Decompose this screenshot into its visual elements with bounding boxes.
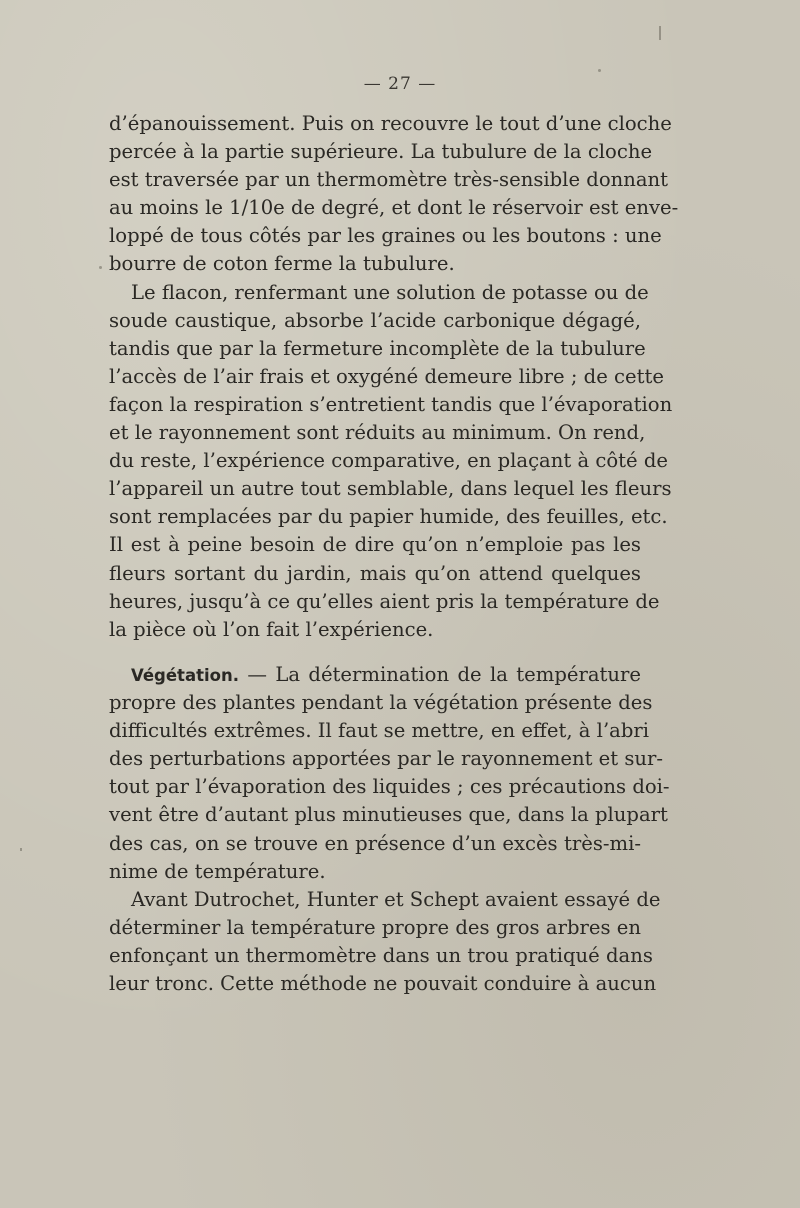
paper-speck [659, 26, 661, 40]
text-line: enfonçant un thermomètre dans un trou pratiqué dans [109, 943, 653, 967]
text-line: percée à la partie supérieure. La tubulure de la cloche [109, 140, 653, 164]
text-line: tout par l’évaporation des liquides ; ces précautions doi- [109, 775, 670, 799]
text-line: l’appareil un autre tout semblable, dans lequel les fleurs [109, 477, 672, 501]
text-line: l’accès de l’air frais et oxygéné demeure libre ; de cette [109, 364, 664, 388]
text-line: leur tronc. Cette méthode ne pouvait conduire à aucun [109, 972, 657, 996]
text-line: Il est à peine besoin de dire qu’on n’emploie pas les [109, 533, 641, 557]
paragraph-4 [109, 886, 661, 998]
text-line: déterminer la température propre des gros arbres en [109, 915, 641, 939]
text-line: fleurs sortant du jardin, mais qu’on attend quelques [109, 561, 641, 585]
body-text-lower [109, 661, 670, 998]
text-line: des cas, on se trouve en présence d’un excès très-mi- [109, 831, 641, 855]
text-line: est traversée par un thermomètre très-sensible donnant [109, 168, 669, 192]
text-line: façon la respiration s’entretient tandis que l’évaporation [109, 392, 673, 416]
text-line: propre des plantes pendant la végétation présente des [109, 691, 653, 715]
text-line: du reste, l’expérience comparative, en plaçant à côté de [109, 449, 668, 473]
text-line: et le rayonnement sont réduits au minimum. On rend, [109, 421, 646, 445]
paper-speck [99, 266, 102, 269]
paper-speck [20, 848, 22, 851]
paper-speck [598, 69, 601, 72]
paragraph-1 [109, 110, 679, 279]
page-number: — 27 — [363, 74, 437, 94]
text-line: tandis que par la fermeture incomplète de la tubulure [109, 336, 646, 360]
text-line: Le flacon, renfermant une solution de potasse ou de [131, 280, 649, 304]
text-line: sont remplacées par du papier humide, des feuilles, etc. [109, 505, 668, 529]
text-line: bourre de coton ferme la tubulure. [109, 252, 455, 276]
text-line: loppé de tous côtés par les graines ou les boutons : une [109, 224, 662, 248]
text-line: nime de température. [109, 859, 326, 883]
text-line: soude caustique, absorbe l’acide carbonique dégagé, [109, 308, 641, 332]
paragraph-3 [109, 661, 670, 886]
text-line: d’épanouissement. Puis on recouvre le tout d’une cloche [109, 112, 672, 135]
text-line: difficultés extrêmes. Il faut se mettre, en effet, à l’abri [109, 719, 650, 743]
section-heading: Végétation. [131, 666, 239, 685]
text-line-rest: — La détermination de la température [238, 663, 641, 686]
text-line [109, 661, 641, 689]
text-line: la pièce où l’on fait l’expérience. [109, 617, 434, 641]
paragraph-2 [109, 279, 673, 644]
text-line: heures, jusqu’à ce qu’elles aient pris la température de [109, 589, 660, 613]
text-line: vent être d’autant plus minutieuses que, dans la plupart [109, 803, 668, 827]
text-line: au moins le 1/10e de degré, et dont le réservoir est enve- [109, 196, 679, 220]
body-text-upper [109, 110, 679, 644]
text-line: Avant Dutrochet, Hunter et Schept avaient essayé de [131, 887, 661, 911]
text-line: des perturbations apportées par le rayonnement et sur- [109, 747, 664, 771]
